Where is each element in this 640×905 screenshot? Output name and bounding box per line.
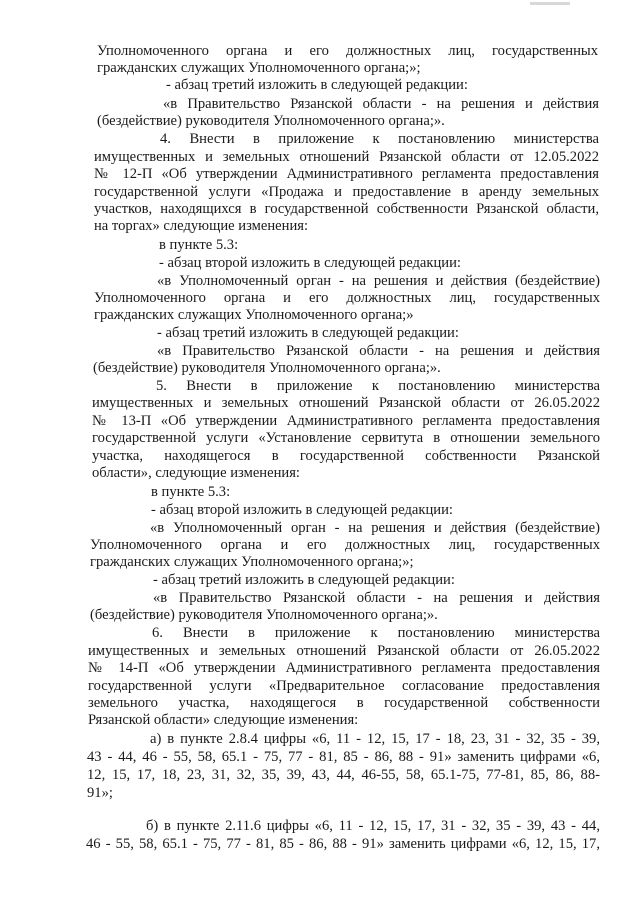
text-line: 43 - 44, 46 - 55, 58, 65.1 - 75, 77 - 81, 85 - 86, 88 - 91» заменить цифрами «6, (87, 749, 600, 765)
text-line: - абзац второй изложить в следующей редакции: (159, 255, 461, 271)
text-line: (бездействие) руководителя Уполномоченного органа;». (93, 360, 441, 376)
text-line: 91»; (87, 785, 113, 801)
text-line: имущественных и земельных отношений Рязанской области от 26.05.2022 (88, 643, 600, 659)
text-line: «в Правительство Рязанской области - на решения и действия (157, 343, 600, 359)
text-line: гражданских служащих Уполномоченного органа;» (94, 307, 414, 323)
text-line: имущественных и земельных отношений Рязанской области от 12.05.2022 (94, 149, 599, 165)
text-line: на торгах» следующие изменения: (94, 218, 309, 234)
text-line: № 12-П «Об утверждении Административного регламента предоставления (94, 166, 599, 182)
text-line: 12, 15, 17, 18, 23, 31, 32, 35, 39, 43, 44, 46-55, 58, 65.1-75, 77-81, 85, 86, 88- (87, 767, 600, 783)
text-line: № 14-П «Об утверждении Административного регламента предоставления (88, 660, 600, 676)
text-line: Уполномоченного органа и его должностных лиц, государственных (97, 43, 598, 59)
text-line: «в Правительство Рязанской области - на решения и действия (163, 96, 599, 112)
text-line: а) в пункте 2.8.4 цифры «6, 11 - 12, 15, 17 - 18, 23, 31 - 32, 35 - 39, (150, 731, 600, 747)
text-line: 5. Внести в приложение к постановлению министерства (156, 378, 600, 394)
text-line: Уполномоченного органа и его должностных лиц, государственных (90, 537, 600, 553)
text-line: - абзац второй изложить в следующей редакции: (151, 502, 453, 518)
text-line: 46 - 55, 58, 65.1 - 75, 77 - 81, 85 - 86, 88 - 91» заменить цифрами «6, 12, 15, 17, (86, 836, 600, 852)
text-line: государственной услуги «Продажа и предоставление в аренду земельных (94, 184, 599, 200)
text-line: участка, находящегося в государственной собственности Рязанской (92, 448, 600, 464)
text-line: № 13-П «Об утверждении Административного регламента предоставления (92, 413, 600, 429)
text-line: земельного участка, находящегося в государственной собственности (88, 695, 600, 711)
text-line: «в Уполномоченный орган - на решения и действия (бездействие) (157, 273, 600, 289)
text-line: государственной услуги «Установление сервитута в отношении земельного (92, 430, 600, 446)
text-line: «в Уполномоченный орган - на решения и действия (бездействие) (150, 520, 600, 536)
text-line: - абзац третий изложить в следующей редакции: (153, 572, 455, 588)
text-line: области», следующие изменения: (92, 465, 300, 481)
text-line: Рязанской области» следующие изменения: (88, 712, 359, 728)
text-line: (бездействие) руководителя Уполномоченного органа;». (97, 113, 445, 129)
text-line: в пункте 5.3: (159, 237, 239, 253)
text-line: 4. Внести в приложение к постановлению министерства (160, 131, 599, 147)
text-line: - абзац третий изложить в следующей редакции: (166, 77, 468, 93)
text-line: «в Правительство Рязанской области - на решения и действия (153, 590, 600, 606)
text-line: в пункте 5.3: (151, 484, 231, 500)
text-line: участков, находящихся в государственной собственности Рязанской области, (94, 201, 599, 217)
text-line: - абзац третий изложить в следующей редакции: (157, 325, 459, 341)
scan-mark (530, 2, 570, 5)
text-line: б) в пункте 2.11.6 цифры «6, 11 - 12, 15, 17, 31 - 32, 35 - 39, 43 - 44, (146, 818, 600, 834)
text-line: Уполномоченного органа и его должностных лиц, государственных (94, 290, 600, 306)
text-line: государственной услуги «Предварительное согласование предоставления (88, 678, 600, 694)
text-line: имущественных и земельных отношений Рязанской области от 26.05.2022 (92, 395, 600, 411)
text-line: гражданских служащих Уполномоченного органа;»; (97, 60, 421, 76)
text-line: гражданских служащих Уполномоченного органа;»; (90, 554, 414, 570)
text-line: 6. Внести в приложение к постановлению министерства (152, 625, 600, 641)
text-line: (бездействие) руководителя Уполномоченного органа;». (90, 607, 438, 623)
